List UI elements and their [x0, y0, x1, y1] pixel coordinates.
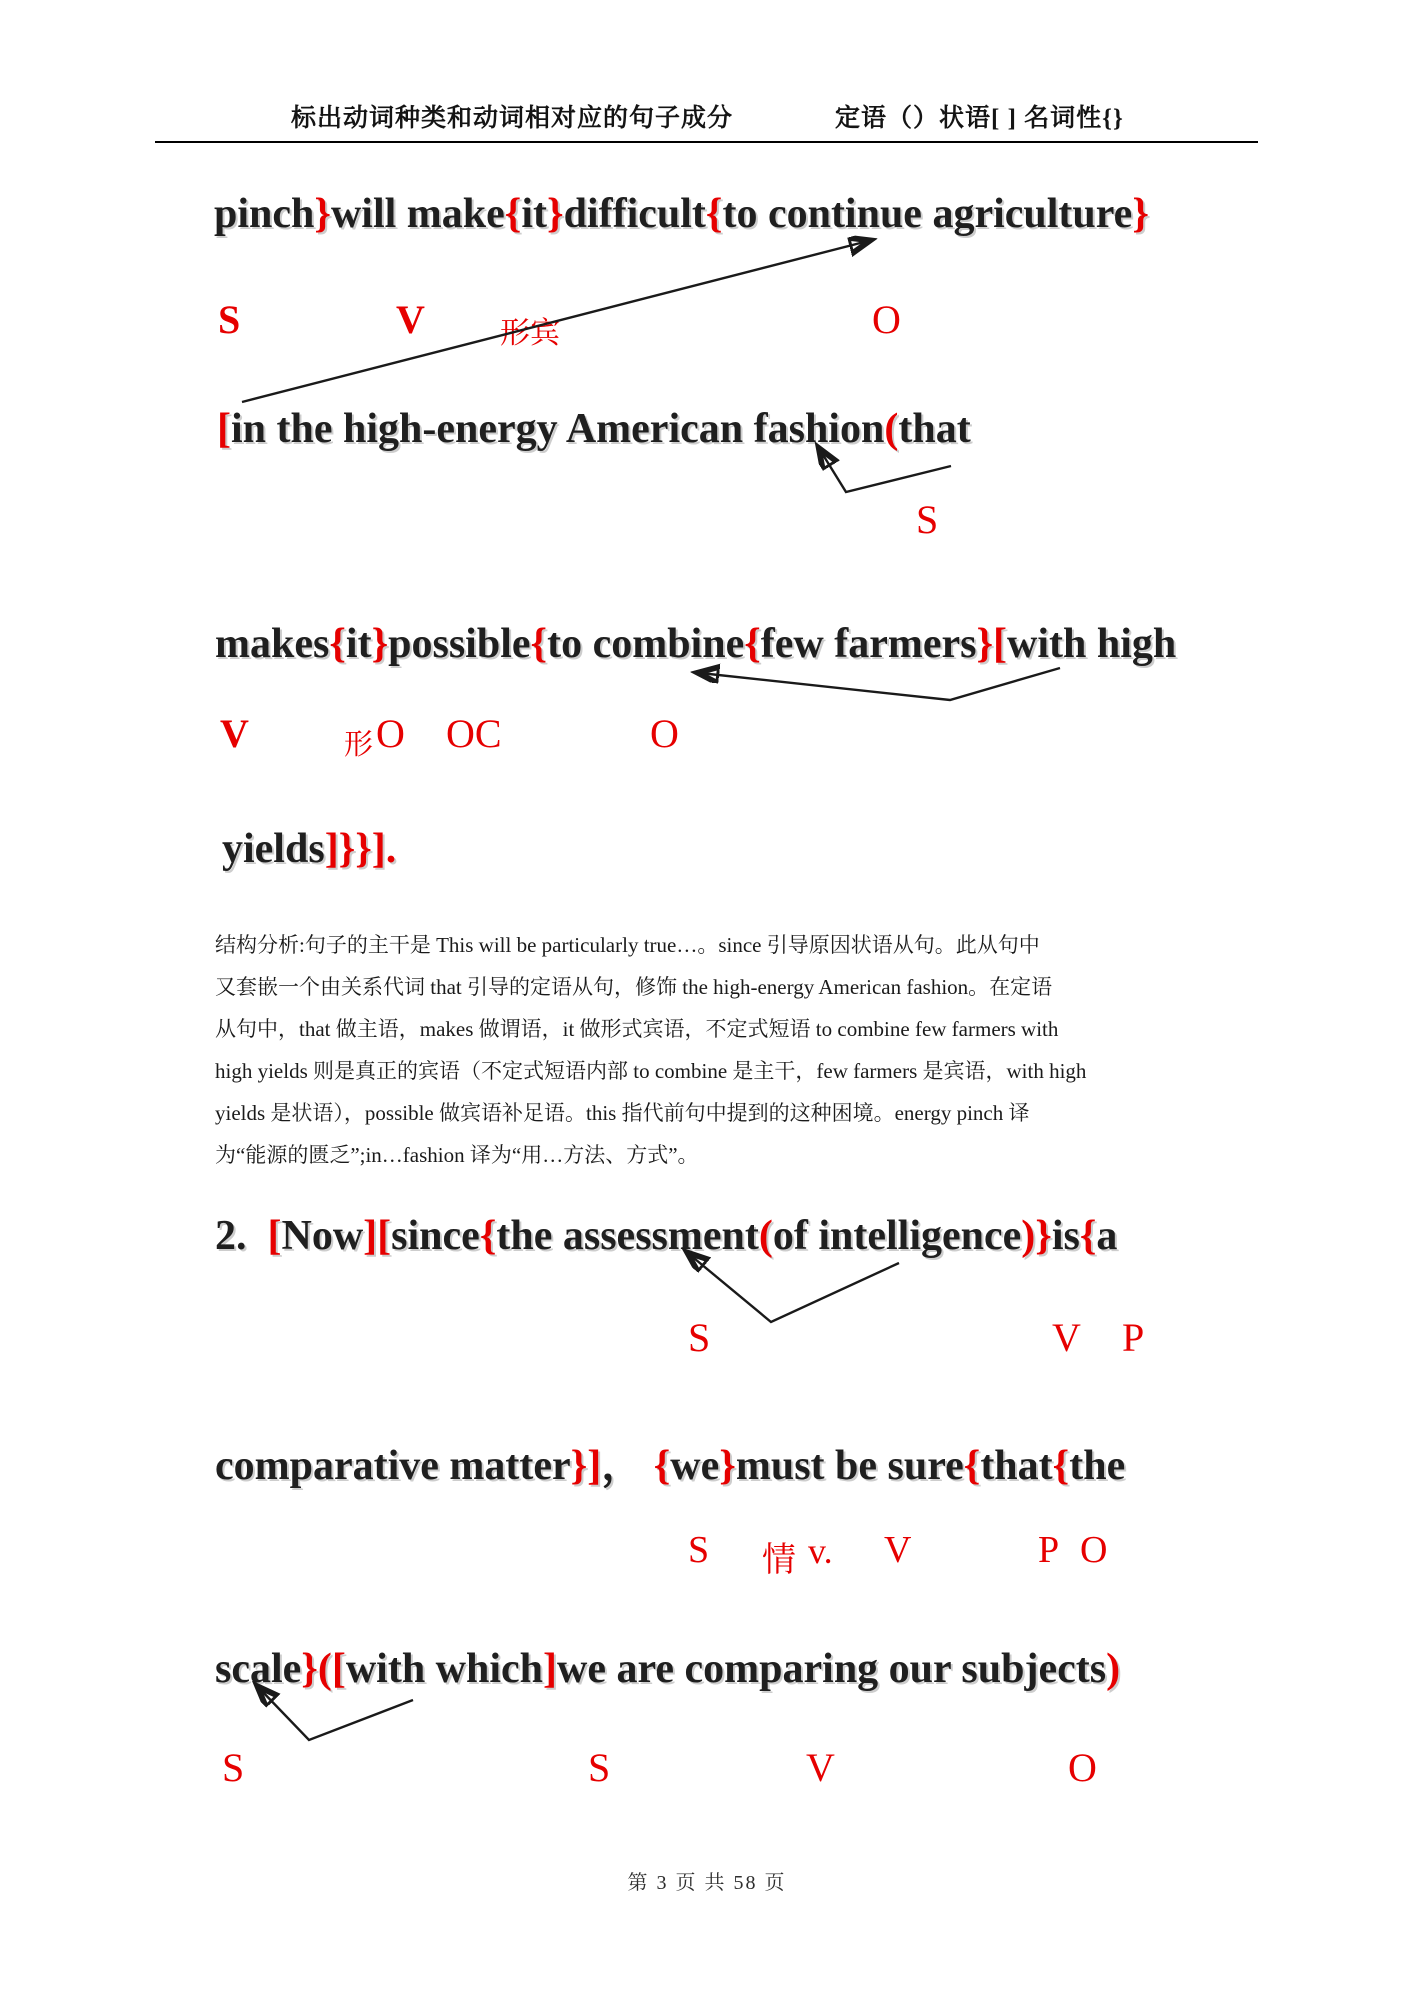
sentence1-line2 — [217, 405, 971, 453]
sentence-text: must be sure — [735, 1443, 964, 1489]
sentence-text: it — [345, 621, 372, 667]
bracket-mark: [ — [217, 406, 231, 452]
grammar-label-xing: 形 — [344, 729, 374, 761]
sentence-text: to combine — [547, 621, 745, 667]
header-rule — [155, 141, 1258, 143]
grammar-label-s-that: S — [916, 497, 939, 542]
analysis-line: 为“能源的匮乏”;in…fashion 译为“用…方法、方式”。 — [215, 1143, 699, 1167]
analysis-line: high yields 则是真正的宾语（不定式短语内部 to combine 是主干，few farmers 是宾语，with high — [215, 1059, 1087, 1083]
bracket-mark: }] — [570, 1443, 602, 1489]
bracket-mark: { — [744, 621, 761, 667]
sentence-text: is — [1051, 1213, 1080, 1259]
sentence-text: that — [980, 1443, 1053, 1489]
sentence-text: comparative matter — [215, 1443, 571, 1489]
grammar-label-v4: V — [884, 1529, 912, 1571]
sentence-text: in the high-energy American fashion — [231, 406, 885, 452]
relation-arrow-5 — [259, 1688, 413, 1740]
bracket-mark: { — [705, 191, 723, 237]
bracket-mark: ( — [884, 406, 899, 452]
grammar-label-s: S — [218, 297, 241, 342]
bracket-mark: )} — [1021, 1213, 1052, 1259]
grammar-label-v2: V — [220, 711, 249, 756]
sentence-text: the — [1069, 1443, 1126, 1489]
sentence2-line1 — [215, 1212, 1117, 1260]
sentence1-line3 — [215, 620, 1176, 668]
grammar-label-o4: O — [1068, 1745, 1097, 1790]
bracket-mark: [ — [267, 1213, 282, 1259]
bracket-mark: } — [371, 621, 389, 667]
grammar-label-o3: O — [1080, 1529, 1108, 1571]
grammar-label-o: O — [872, 297, 901, 342]
sentence-text: scale — [215, 1646, 302, 1692]
analysis-line: 从句中，that 做主语，makes 做谓语，it 做形式宾语，不定式短语 to combine few farmers with — [215, 1017, 1059, 1041]
bracket-mark: { — [530, 621, 548, 667]
bracket-mark: ) — [1106, 1646, 1121, 1692]
bracket-mark: { — [653, 1443, 671, 1489]
sentence-text: it — [521, 191, 547, 237]
bracket-mark: { — [504, 191, 522, 237]
bracket-mark: } — [1132, 191, 1149, 237]
sentence-text: with which — [345, 1646, 544, 1692]
analysis-line: 又套嵌一个由关系代词 that 引导的定语从句，修饰 the high-energy American fashion。在定语 — [215, 975, 1053, 999]
sentence-text: to continue agriculture — [722, 191, 1133, 237]
grammar-label-o1: O — [376, 711, 405, 756]
bracket-mark: } — [719, 1443, 736, 1489]
sentence-text: possible — [388, 621, 531, 667]
bracket-mark: ( — [758, 1213, 773, 1259]
sentence2-line3 — [215, 1645, 1120, 1693]
grammar-label-p: P — [1122, 1315, 1145, 1360]
sentence-text: we are comparing our subjects — [557, 1646, 1107, 1692]
grammar-label-s4: S — [688, 1529, 710, 1571]
sentence-text: that — [898, 406, 971, 452]
sentence-text: makes — [215, 621, 330, 667]
grammar-label-o2: O — [650, 711, 679, 756]
sentence2-line2 — [215, 1432, 1125, 1492]
bracket-mark: }([ — [301, 1646, 346, 1692]
bracket-mark: ] — [543, 1646, 558, 1692]
bracket-mark: ][ — [363, 1213, 392, 1259]
grammar-label-s5: S — [222, 1745, 245, 1790]
sentence-text: ， — [601, 1443, 654, 1489]
sentence-text: pinch — [214, 191, 315, 237]
bracket-mark: { — [329, 621, 346, 667]
bracket-mark: { — [963, 1443, 981, 1489]
sentence1-line1 — [214, 190, 1149, 238]
bracket-mark: { — [1079, 1213, 1097, 1259]
footer-page-indicator: 第 3 页 共 58 页 — [627, 1872, 787, 1894]
sentence-text: Now — [281, 1213, 364, 1259]
grammar-label-qing: 情 — [762, 1542, 796, 1579]
grammar-label-p2: P — [1038, 1529, 1060, 1571]
grammar-label-s3: S — [688, 1315, 711, 1360]
sentence-text: with high — [1007, 621, 1177, 667]
sentence-text: will make — [330, 191, 505, 237]
grammar-label-v: V — [396, 297, 425, 342]
bracket-mark: { — [1052, 1443, 1070, 1489]
sentence-text: we — [670, 1443, 720, 1489]
header-title: 标出动词种类和动词相对应的句子成分 — [291, 105, 734, 132]
sentence1-line4 — [222, 825, 396, 873]
relation-arrow-4 — [689, 1254, 899, 1322]
grammar-label-oc: OC — [446, 711, 502, 756]
bracket-mark: }[ — [976, 621, 1008, 667]
sentence-text: difficult — [563, 191, 706, 237]
header-legend: 定语（）状语[ ] 名词性{} — [835, 105, 1124, 132]
analysis-line: 结构分析:句子的主干是 This will be particularly true…。since 引导原因状语从句。此从句中 — [215, 933, 1040, 957]
grammar-label-v-small: v. — [808, 1531, 833, 1571]
sentence-text: since — [391, 1213, 480, 1259]
relation-arrow-2 — [820, 450, 951, 492]
grammar-label-v3: V — [1052, 1315, 1081, 1360]
grammar-label-v5: V — [806, 1745, 835, 1790]
grammar-label-s6: S — [588, 1745, 611, 1790]
sentence-text: a — [1096, 1213, 1118, 1259]
bracket-mark: } — [547, 191, 564, 237]
analysis-line: yields 是状语），possible 做宾语补足语。this 指代前句中提到的这种困境。energy pinch 译 — [215, 1101, 1030, 1125]
relation-arrow-3 — [700, 668, 1060, 700]
bracket-mark: } — [314, 191, 331, 237]
grammar-label-xingbin: 形宾 — [500, 317, 560, 350]
sentence-text: yields — [222, 826, 325, 872]
sentence-text: few farmers — [760, 621, 977, 667]
sentence-text: the assessment — [496, 1213, 759, 1259]
sentence-text: of intelligence — [772, 1213, 1022, 1259]
bracket-mark: { — [479, 1213, 497, 1259]
sentence-text: 2. — [215, 1213, 268, 1259]
bracket-mark: ]}}]. — [324, 826, 397, 872]
